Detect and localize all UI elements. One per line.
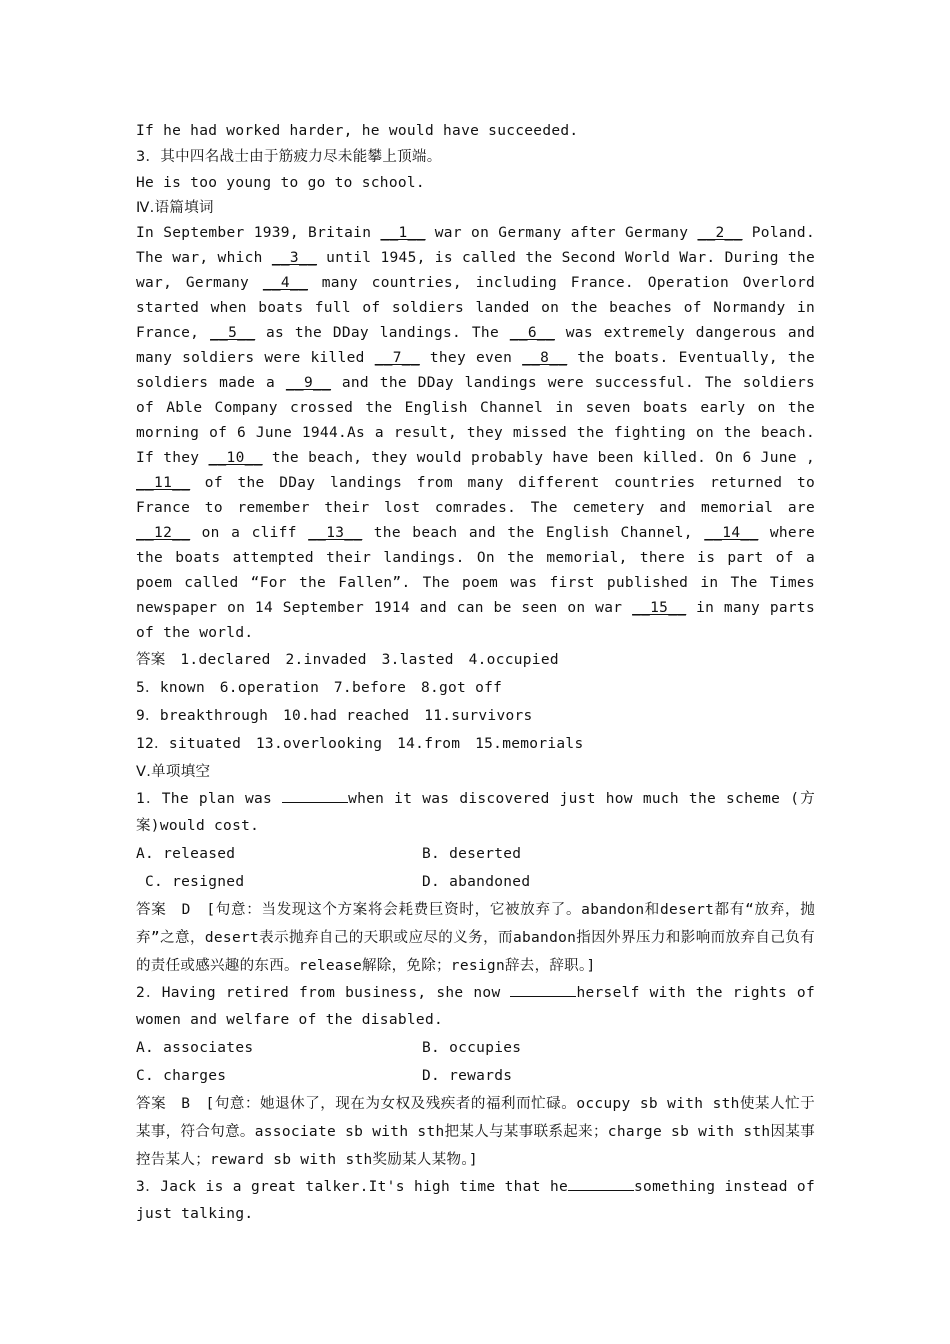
text-line: If he had worked harder, he would have succeeded. [136,123,579,139]
cloze-blank: __5__ [210,325,256,341]
question-1 [136,786,815,980]
option-d: D. rewards [422,1068,513,1084]
section-title: Ⅳ.语篇填词 [136,200,214,216]
passage-text: many countries, including France. Operation Overlord started when boats full of soldiers landed on the beaches of Normandy in France, [136,275,815,341]
answer-block [136,646,815,758]
cloze-blank: __15__ [632,600,687,616]
passage-text: Poland. The war, which [136,225,815,266]
cloze-blank: __8__ [522,350,568,366]
passage-text: they even [419,350,523,366]
answer-blank [510,982,576,997]
cloze-blank: __13__ [308,525,363,541]
stem-after: when it was discovered just how much the scheme (方案)would cost. [136,791,815,834]
section-title: Ⅴ.单项填空 [136,764,211,780]
passage-text: on a cliff [190,525,309,541]
text-line: He is too young to go to school. [136,175,425,191]
passage-text: where the boats attempted their landings. On the memorial, there is part of a poem called “For the Fallen”. The poem was first published in The Times newspaper on 14 September 1914 and can be seen on war [136,525,816,616]
passage-text: of the DDay landings from many different countries returned to France to remember their lost comrades. The cemetery and memorial are [136,475,815,516]
passage-text: in many parts of the world. [136,600,815,641]
passage-text: and the DDay landings were successful. The soldiers of Able Company crossed the English Channel in seven boats early on the morning of 6 June 1944.As a result, they missed the fighting on the beach. If they [136,375,816,466]
stem-after: something instead of just talking. [136,1179,815,1222]
cloze-blank: __11__ [136,475,191,491]
option-b: B. deserted [422,846,522,862]
options-row [136,868,815,896]
cloze-blank: __12__ [136,525,191,541]
question-stem [136,980,815,1034]
passage-text: the beach, they would probably have been killed. On 6 June , [262,450,815,466]
cloze-blank: __14__ [704,525,759,541]
passage-text: as the DDay landings. The [255,325,510,341]
option-c: C. charges [136,1068,227,1084]
cloze-blank: __9__ [285,375,332,391]
question-stem [136,1174,815,1228]
answer-blank [568,1176,634,1191]
stem-before: 1．The plan was [136,791,283,807]
answer-explanation: 答案 B [句意：她退休了，现在为女权及残疾者的福利而忙碌。occupy sb with sth使某人忙于某事，符合句意。associate sb with sth把某人与某事联系起来；charge sb with sth因某事控告某人；reward sb with sth奖励某人某物。] [136,1096,815,1168]
passage-text: the beach and the English Channel, [362,525,705,541]
cloze-passage [136,221,815,646]
answer-explanation: 答案 D [句意：当发现这个方案将会耗费巨资时，它被放弃了。abandon和desert都有“放弃，抛弃”之意，desert表示抛弃自己的天职或应尽的义务，而abandon指因外界压力和影响而放弃自己负有的责任或感兴趣的东西。release解除，免除；resign辞去，辞职。] [136,902,815,974]
option-a: A. released [136,846,236,862]
stem-after: herself with the rights of women and welfare of the disabled. [136,985,815,1028]
question-2 [136,980,815,1174]
question-stem [136,786,815,840]
passage-text: until 1945, is called the Second World War. During the war, Germany [136,250,815,291]
option-b: B. occupies [422,1040,522,1056]
cloze-blank: __3__ [271,250,318,266]
cloze-blank: __6__ [509,325,555,341]
option-c: C. resigned [136,874,245,890]
passage-text: In September 1939, Britain [136,225,381,241]
answer-line: 5．known 6.operation 7.before 8.got off [136,680,503,696]
cloze-blank: __4__ [262,275,309,291]
stem-before: 3．Jack is a great talker.It's high time that he [136,1179,569,1195]
options-row [136,1034,815,1062]
text-line: 3．其中四名战士由于筋疲力尽未能攀上顶端。 [136,149,442,165]
document-page [136,118,815,1228]
stem-before: 2．Having retired from business, she now [136,985,511,1001]
options-row [136,1062,815,1090]
passage-text: was extremely dangerous and many soldiers were killed [136,325,815,366]
question-3 [136,1174,815,1228]
options-row [136,840,815,868]
cloze-blank: __1__ [380,225,426,241]
cloze-blank: __7__ [374,350,420,366]
answer-line: 12．situated 13.overlooking 14.from 15.memorials [136,736,584,752]
answer-line: 9．breakthrough 10.had reached 11.survivors [136,708,533,724]
option-d: D. abandoned [422,874,531,890]
passage-text: the boats. Eventually, the soldiers made a [136,350,815,391]
passage-text: war on Germany after Germany [425,225,698,241]
answer-blank [282,788,348,803]
answer-line: 答案 1.declared 2.invaded 3.lasted 4.occupied [136,652,559,668]
cloze-blank: __2__ [697,225,743,241]
option-a: A. associates [136,1040,254,1056]
cloze-blank: __10__ [208,450,263,466]
